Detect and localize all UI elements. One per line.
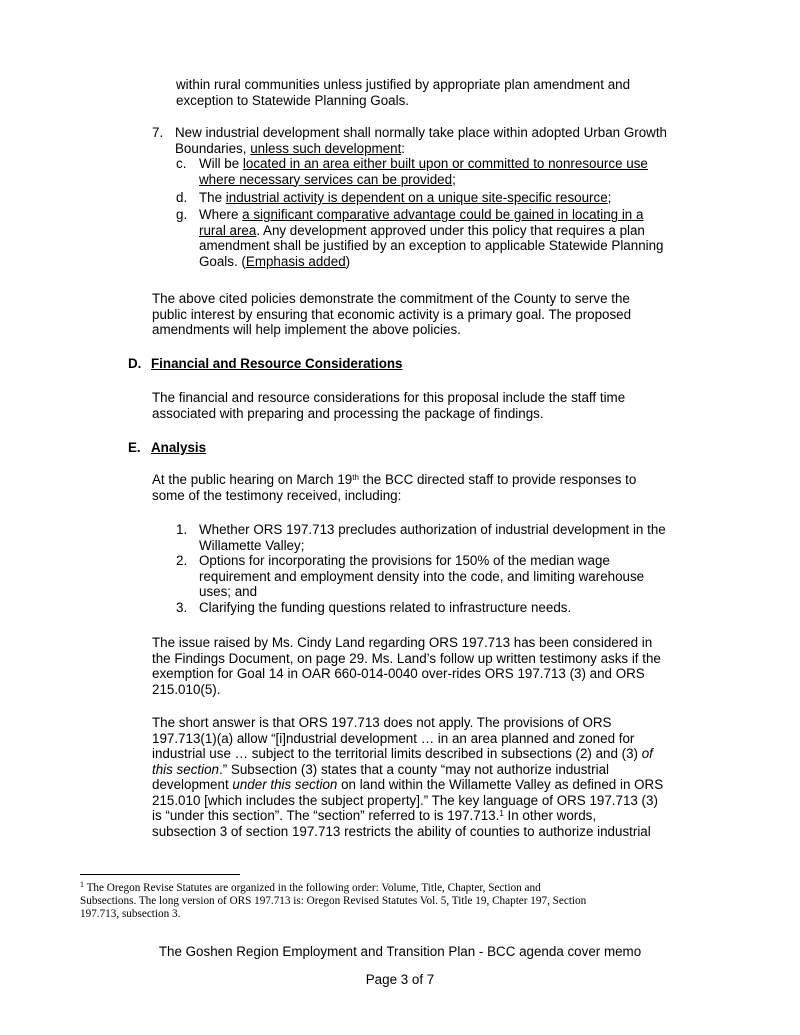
list-item [176, 600, 666, 616]
text-line: exception to Statewide Planning Goals. [176, 92, 409, 108]
text-line: amendment shall be justified by an exception to applicable Statewide Planning [199, 238, 664, 253]
text-line: Options for incorporating the provisions for 150% of the median wage [199, 553, 610, 568]
text-fragment: is “under this section”. The “section” referred to is 197.713. [152, 808, 500, 823]
list-number: 3. [176, 599, 188, 615]
text-line: The above cited policies demonstrate the commitment of the County to serve the [152, 291, 630, 306]
underlined-text: located in an area either built upon or committed to nonresource use [242, 156, 648, 171]
text-line: requirement and employment density into the code, and limiting warehouse [199, 568, 645, 584]
section-title: Financial and Resource Considerations [151, 356, 403, 371]
text-fragment: . Any development approved under this policy that requires a plan [256, 222, 645, 238]
text-fragment: Where [199, 207, 243, 222]
page-footer-title: The Goshen Region Employment and Transition Plan - BCC agenda cover memo [158, 944, 642, 959]
intro-continuation [176, 77, 630, 108]
cited-policies-paragraph [152, 291, 631, 338]
underlined-text: a significant comparative advantage could be gained in locating in a [242, 207, 644, 222]
section-d-paragraph [152, 390, 625, 421]
section-e-heading [128, 440, 206, 456]
text-line: New industrial development shall normally take place within adopted Urban Growth [175, 125, 667, 140]
text-fragment: ; [607, 190, 612, 205]
text-line: The issue raised by Ms. Cindy Land regarding ORS 197.713 has been considered in [152, 635, 653, 650]
list-number: 1. [176, 522, 188, 537]
text-line: 197.713(1)(a) allow “[i]ndustrial development … in an area planned and zoned for [152, 730, 635, 746]
text-line: amendments will help implement the above policies. [152, 322, 461, 337]
text-line: 197.713, subsection 3. [80, 908, 181, 920]
short-answer-paragraph [152, 715, 663, 839]
footnote-mark: 1 [80, 880, 84, 889]
footnote-reference: 1 [499, 809, 504, 818]
text-line: 215.010(5). [152, 681, 221, 697]
text-line: exemption for Goal 14 in OAR 660-014-0040 over-rides ORS 197.713 (3) and ORS [152, 666, 645, 681]
text-fragment: industrial use … subject to the territorial limits described in subsections (2) and (3) [152, 746, 642, 761]
text-fragment: ; [452, 171, 456, 187]
italic-text: of [641, 746, 653, 761]
list-item [176, 522, 666, 553]
list-letter: g. [176, 207, 188, 222]
text-fragment: .” Subsection (3) states that a county “may not authorize industrial [219, 761, 610, 777]
policy-item-7 [152, 125, 667, 156]
policy-subitem-d [176, 190, 611, 206]
testimony-list [176, 522, 666, 615]
text-line: Clarifying the funding questions related to infrastructure needs. [199, 599, 572, 615]
page-number: Page 3 of 7 [365, 972, 435, 987]
list-number: 2. [176, 553, 188, 568]
list-item [176, 553, 666, 600]
underlined-text: Emphasis added [245, 253, 346, 269]
text-fragment: : [401, 140, 406, 156]
text-fragment: development [152, 777, 233, 792]
text-line: Subsections. The long version of ORS 197.713 is: Oregon Revised Statutes Vol. 5, Title 19, Chapter 197, Section [80, 895, 587, 907]
section-letter: E. [128, 440, 141, 455]
issue-paragraph [152, 635, 661, 697]
italic-text: under this section [232, 777, 338, 792]
text-line: associated with preparing and processing the package of findings. [152, 405, 544, 421]
text-fragment: The Oregon Revise Statutes are organized in the following order: Volume, Title, Chapter, Section and [84, 882, 541, 894]
text-line: the Findings Document, on page 29. Ms. Land’s follow up written testimony asks if the [152, 650, 661, 666]
list-letter: d. [176, 190, 188, 205]
section-d-heading [128, 356, 403, 372]
text-fragment: At the public hearing on March 19 [152, 472, 353, 487]
text-fragment: ) [345, 253, 351, 269]
text-fragment: In other words, [503, 808, 597, 823]
text-line: uses; and [199, 584, 258, 599]
text-line: public interest by ensuring that economic activity is a primary goal. The proposed [152, 306, 632, 322]
text-line: The short answer is that ORS 197.713 does not apply. The provisions of ORS [152, 715, 612, 730]
text-line: some of the testimony received, including: [152, 487, 402, 503]
section-title: Analysis [151, 440, 207, 455]
underlined-text: unless such development [250, 140, 402, 156]
ordinal-suffix: th [352, 473, 359, 482]
text-fragment: the BCC directed staff to provide responses to [358, 472, 637, 487]
text-line: within rural communities unless justified by appropriate plan amendment and [176, 77, 631, 92]
underlined-text: industrial activity is dependent on a unique site-specific resource [225, 190, 608, 205]
underlined-text: rural area [199, 222, 257, 238]
list-number: 7. [152, 125, 164, 140]
text-fragment: The [199, 190, 226, 205]
text-line: Willamette Valley; [199, 537, 305, 553]
footnote-divider [80, 874, 240, 875]
policy-subitem-c [176, 156, 648, 187]
text-line: The financial and resource considerations for this proposal include the staff time [152, 390, 626, 405]
list-letter: c. [176, 156, 187, 171]
footnote [80, 882, 730, 921]
text-fragment: Goals. ( [199, 253, 246, 269]
policy-subitem-g [176, 207, 664, 269]
text-line: subsection 3 of section 197.713 restricts the ability of counties to authorize industrial [152, 823, 651, 839]
italic-text: this section [152, 761, 219, 777]
underlined-text: where necessary services can be provided [199, 171, 453, 187]
section-e-intro [152, 472, 636, 503]
text-fragment: on land within the Willamette Valley as defined in ORS [337, 777, 664, 792]
text-line: 215.010 [which includes the subject property].” The key language of ORS 197.713 (3) [152, 792, 658, 808]
text-line: Whether ORS 197.713 precludes authorization of industrial development in the [199, 522, 666, 537]
text-fragment: Will be [199, 156, 243, 171]
section-letter: D. [128, 356, 142, 371]
text-fragment: Boundaries, [175, 140, 251, 156]
